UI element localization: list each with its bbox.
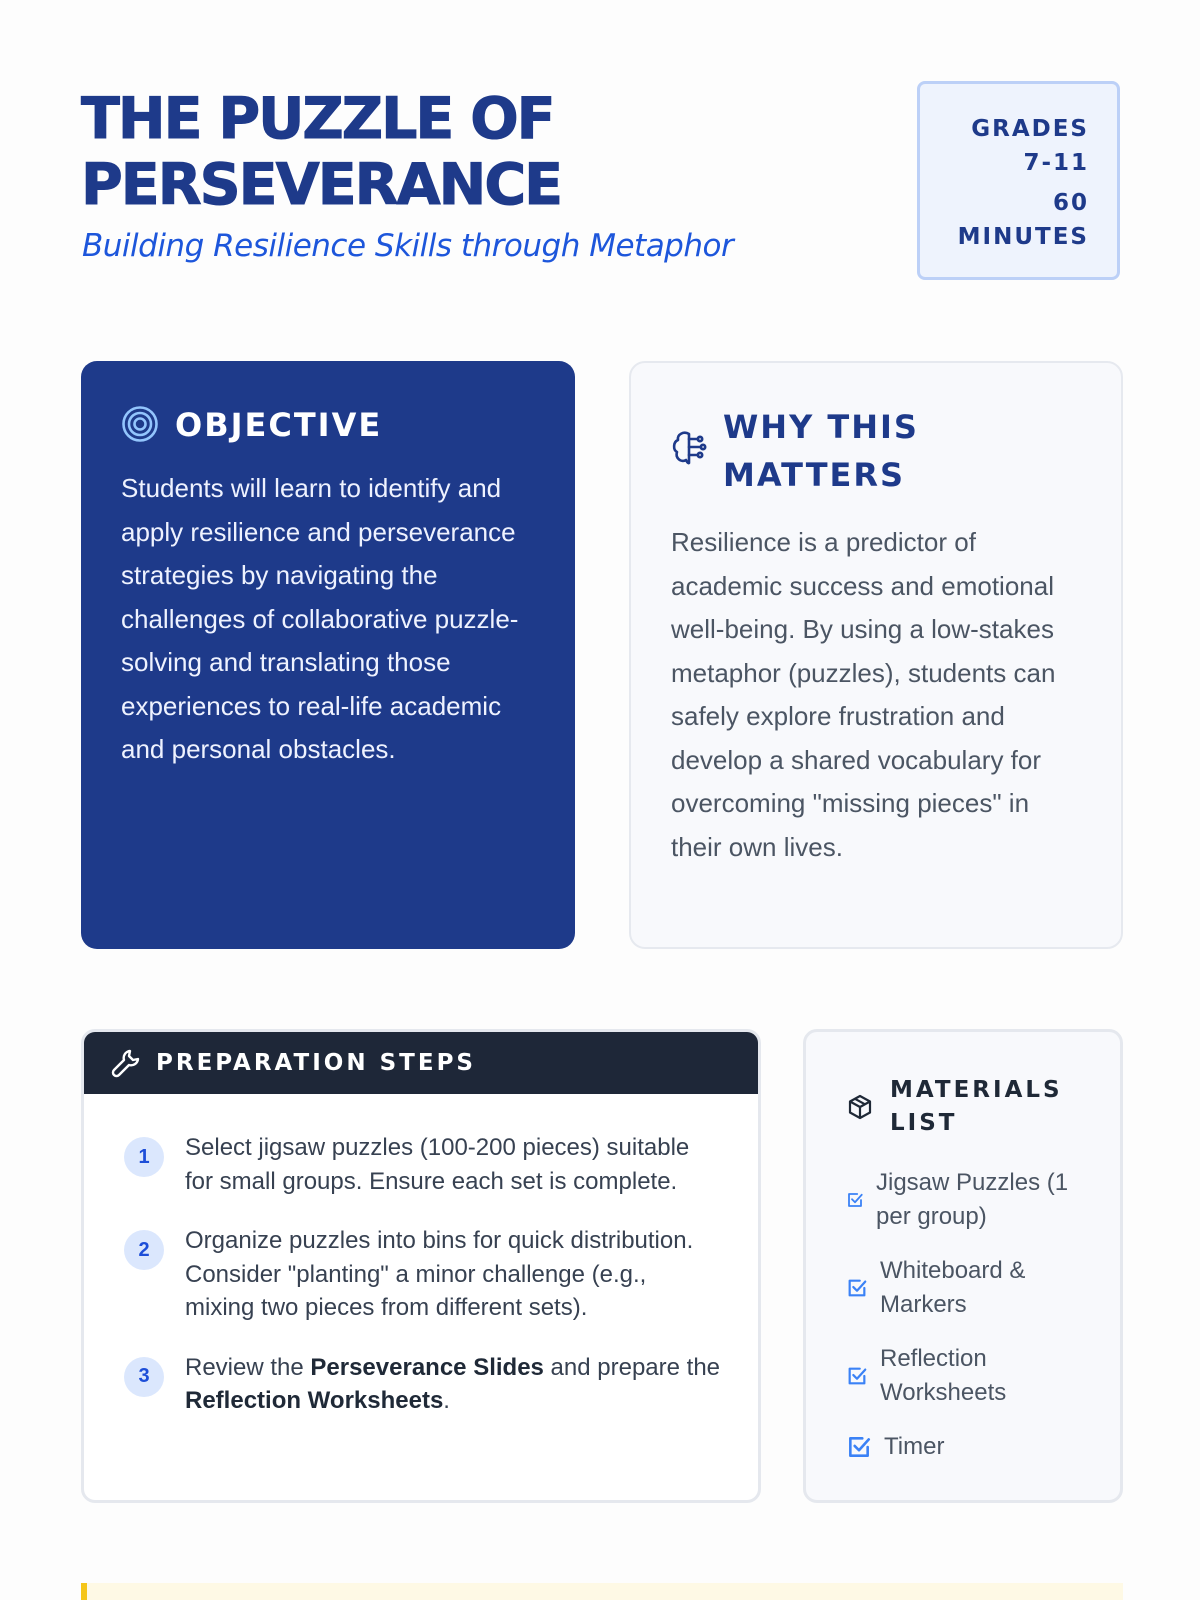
duration-info [920, 186, 1089, 254]
step-text-part: and prepare the [543, 1353, 721, 1381]
material-label: Jigsaw Puzzles (1 per group) [876, 1169, 1069, 1230]
preparation-heading: PREPARATION STEPS [156, 1050, 476, 1076]
materials-heading [890, 1074, 1063, 1140]
materials-card [803, 1029, 1123, 1503]
step-text-part: . [443, 1387, 450, 1414]
material-item [846, 1342, 1100, 1410]
duration-value: 60 [1052, 190, 1089, 216]
grade-duration-box [917, 81, 1120, 280]
why-header [671, 403, 1081, 499]
material-item [846, 1254, 1100, 1322]
perseverance-slides-ref: Perseverance Slides [310, 1353, 544, 1381]
objective-header [121, 401, 535, 449]
callout-box [81, 1583, 1123, 1600]
why-body: Resilience is a predictor of academic success and emotional well-being. By using a low-stakes metaphor (puzzles), students can safely explore frustration and develop a shared vocabulary for overcoming "missing pieces" in their own lives. [671, 527, 1056, 862]
step-number: 2 [124, 1230, 164, 1270]
duration-label: MINUTES [957, 224, 1089, 250]
page-subtitle: Building Resilience Skills through Metaphor [82, 228, 734, 264]
target-icon [121, 405, 159, 448]
material-item [846, 1166, 1100, 1234]
materials-list [846, 1166, 1100, 1464]
objective-body: Students will learn to identify and apply resilience and perseverance strategies by navigating the challenges of collaborative puzzle-solving and translating those experiences to real-life academic and personal obstacles. [121, 473, 519, 764]
why-heading-line-1: WHY THIS [723, 408, 919, 446]
materials-header [846, 1074, 1100, 1140]
step-text-part: Review the [185, 1353, 311, 1381]
checkbox-icon [846, 1277, 868, 1299]
preparation-card [81, 1029, 761, 1503]
reflection-worksheets-ref: Reflection Worksheets [185, 1387, 444, 1414]
title-line-1: THE PUZZLE OF [81, 86, 554, 152]
objective-card [81, 361, 575, 949]
grades-value: 7-11 [1023, 150, 1089, 176]
why-heading [723, 403, 919, 499]
grades-info [920, 112, 1089, 180]
materials-heading-line-1: MATERIALS [890, 1077, 1063, 1103]
step-number: 3 [124, 1357, 164, 1397]
step-text: Organize puzzles into bins for quick distribution. Consider "planting" a minor challenge (e.g., mixing two pieces from different sets). [185, 1227, 694, 1321]
step-item [124, 1131, 722, 1198]
step-item [124, 1224, 722, 1325]
checkbox-icon [846, 1434, 872, 1460]
checkbox-icon [846, 1365, 868, 1387]
material-label: Whiteboard & Markers [880, 1257, 1026, 1318]
page-title [81, 86, 841, 218]
why-heading-line-2: MATTERS [723, 456, 906, 494]
step-text [185, 1351, 722, 1418]
step-number: 1 [124, 1137, 164, 1177]
step-item [124, 1351, 722, 1418]
preparation-steps-list [84, 1094, 758, 1418]
wrench-icon [110, 1047, 142, 1079]
checkbox-icon [846, 1191, 864, 1209]
why-card [629, 361, 1123, 949]
material-label: Timer [884, 1433, 945, 1460]
preparation-header [84, 1032, 758, 1094]
materials-heading-line-2: LIST [890, 1110, 958, 1136]
step-text: Select jigsaw puzzles (100-200 pieces) suitable for small groups. Ensure each set is complete. [185, 1134, 690, 1195]
brain-icon [671, 429, 707, 472]
grades-label: GRADES [971, 116, 1089, 142]
material-item [846, 1430, 1100, 1464]
box-icon [846, 1093, 874, 1121]
material-label: Reflection Worksheets [880, 1345, 1007, 1406]
objective-heading: OBJECTIVE [175, 406, 383, 444]
title-line-2: PERSEVERANCE [81, 152, 562, 218]
